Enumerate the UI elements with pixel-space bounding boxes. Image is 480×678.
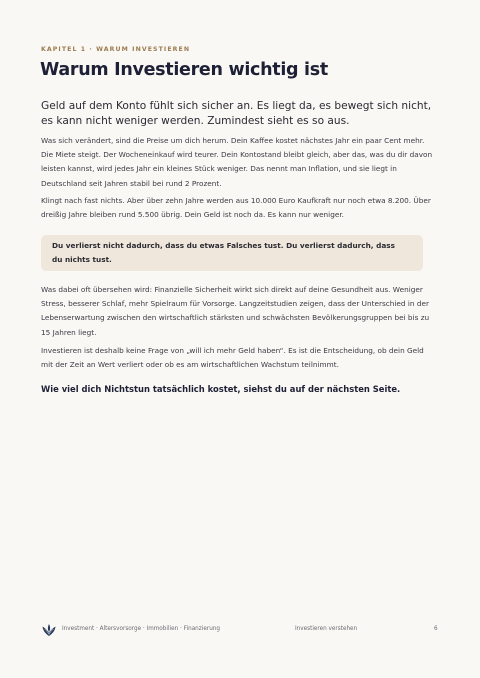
chapter-kicker: KAPITEL 1 · WARUM INVESTIEREN bbox=[41, 46, 191, 53]
callout-text: Du verlierst nicht dadurch, dass du etwas Falsches tust. Du verlierst dadurch, dass du nichts tust. bbox=[52, 241, 395, 264]
callout-box bbox=[41, 235, 423, 271]
body-paragraph-purchasing-power: Klingt nach fast nichts. Aber über zehn Jahre werden aus 10.000 Euro Kaufkraft nur noch etwa 8.200. Über dreißig Jahre bleiben rund 5.500 übrig. Dein Geld ist noch da. Es kann nur weniger. bbox=[41, 196, 431, 220]
footer-section-title: Investieren verstehen bbox=[295, 626, 358, 632]
page-number: 6 bbox=[434, 626, 438, 632]
closing-statement: Wie viel dich Nichtstun tatsächlich kostet, siehst du auf der nächsten Seite. bbox=[41, 384, 401, 394]
body-paragraph-inflation: Was sich verändert, sind die Preise um dich herum. Dein Kaffee kostet nächstes Jahr ein paar Cent mehr. Die Miete steigt. Der Wocheneinkauf wird teurer. Dein Kontostand bleibt gleich, aber das, was du dir davon leisten kannst, wird jedes Jahr ein kleines Stück weniger. Das nennt man Inflation, und sie liegt in Deutschland seit Jahren stabil bei rund 2 Prozent. bbox=[41, 136, 433, 188]
footer-categories: Investment · Altersvorsorge · Immobilien · Finanzierung bbox=[62, 626, 221, 632]
page-title: Warum Investieren wichtig ist bbox=[40, 60, 328, 80]
body-paragraph-decision: Investieren ist deshalb keine Frage von „will ich mehr Geld haben“. Es ist die Entscheidung, ob dein Geld mit der Zeit an Wert verliert oder ob es am wirtschaftlichen Wachstum teilnimmt. bbox=[41, 346, 424, 370]
wing-logo-icon bbox=[41, 622, 57, 638]
body-paragraph-health: Was dabei oft übersehen wird: Finanzielle Sicherheit wirkt sich direkt auf deine Gesundheit aus. Weniger Stress, besserer Schlaf, mehr Spielraum für Vorsorge. Langzeitstudien zeigen, dass der Unterschied in der Lebenserwartung zwischen den wirtschaftlich stärksten und schwächsten Bevölkerungsgruppen bei bis zu 15 Jahren liegt. bbox=[41, 285, 430, 337]
lead-paragraph: Geld auf dem Konto fühlt sich sicher an. Es liegt da, es bewegt sich nicht, es kann nicht weniger werden. Zumindest sieht es so aus. bbox=[41, 100, 432, 127]
page-footer bbox=[0, 618, 480, 642]
